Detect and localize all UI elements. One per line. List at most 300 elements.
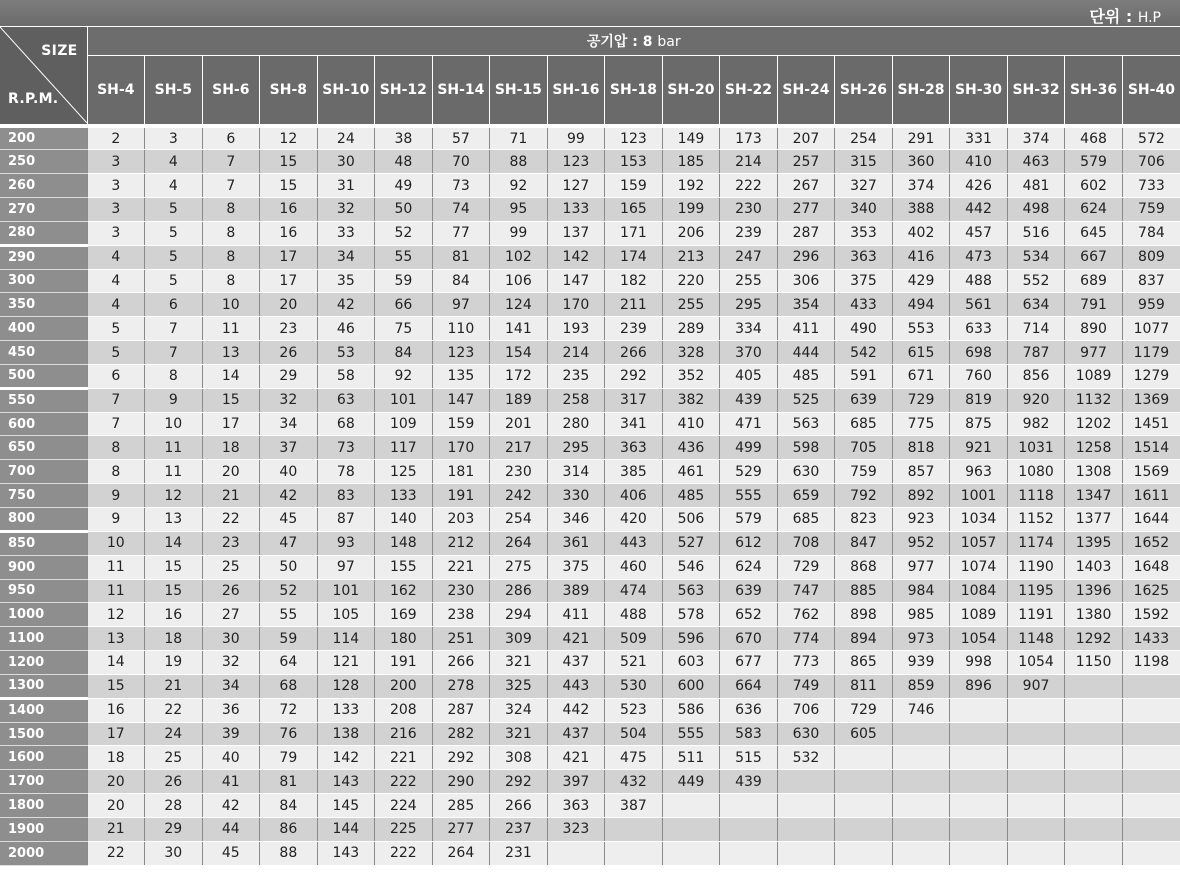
hp-value-cell: 18 (145, 627, 203, 651)
hp-value-cell: 1433 (1122, 627, 1180, 651)
hp-value-cell: 206 (662, 221, 720, 245)
hp-value-cell: 26 (260, 341, 318, 365)
hp-value-cell: 521 (605, 651, 663, 675)
hp-value-cell: 1191 (1007, 603, 1065, 627)
model-header-sh-28: SH-28 (892, 56, 950, 127)
hp-value-cell: 792 (835, 484, 893, 508)
hp-value-cell: 18 (87, 746, 145, 770)
hp-value-cell (950, 746, 1008, 770)
hp-value-cell: 5 (145, 245, 203, 269)
hp-value-cell: 671 (892, 364, 950, 388)
hp-value-cell: 759 (835, 460, 893, 484)
hp-value-cell: 327 (835, 174, 893, 198)
hp-value-cell (777, 841, 835, 865)
hp-value-cell: 706 (777, 698, 835, 722)
hp-value-cell (1065, 746, 1123, 770)
hp-value-cell: 1054 (1007, 651, 1065, 675)
hp-value-cell: 16 (145, 603, 203, 627)
hp-value-cell: 213 (662, 245, 720, 269)
hp-value-cell: 1202 (1065, 412, 1123, 436)
hp-value-cell: 685 (777, 508, 835, 532)
hp-value-cell: 809 (1122, 245, 1180, 269)
hp-value-cell: 1054 (950, 627, 1008, 651)
hp-value-cell: 402 (892, 221, 950, 245)
hp-value-cell: 591 (835, 364, 893, 388)
hp-value-cell: 1089 (950, 603, 1008, 627)
hp-value-cell: 856 (1007, 364, 1065, 388)
hp-value-cell: 8 (202, 198, 260, 222)
hp-value-cell: 55 (375, 245, 433, 269)
rpm-cell: 260 (0, 174, 87, 198)
hp-value-cell: 1148 (1007, 627, 1065, 651)
hp-value-cell: 498 (1007, 198, 1065, 222)
hp-value-cell: 977 (892, 555, 950, 579)
hp-value-cell: 714 (1007, 317, 1065, 341)
hp-value-cell: 174 (605, 245, 663, 269)
hp-value-cell: 624 (720, 555, 778, 579)
table-row (0, 674, 1180, 698)
hp-value-cell: 749 (777, 674, 835, 698)
model-header-sh-8: SH-8 (260, 56, 318, 127)
rpm-cell: 1100 (0, 627, 87, 651)
table-row (0, 293, 1180, 317)
hp-value-cell: 6 (87, 364, 145, 388)
hp-value-cell: 494 (892, 293, 950, 317)
hp-value-cell: 530 (605, 674, 663, 698)
table-row (0, 460, 1180, 484)
hp-value-cell: 442 (950, 198, 1008, 222)
hp-value-cell: 42 (202, 794, 260, 818)
hp-value-cell: 463 (1007, 150, 1065, 174)
hp-value-cell: 50 (260, 555, 318, 579)
rpm-cell: 290 (0, 245, 87, 269)
hp-value-cell: 374 (1007, 126, 1065, 150)
hp-value-cell: 1279 (1122, 364, 1180, 388)
hp-value-cell: 72 (260, 698, 318, 722)
hp-value-cell (720, 817, 778, 841)
hp-value-cell: 1034 (950, 508, 1008, 532)
hp-value-cell: 561 (950, 293, 1008, 317)
hp-value-cell: 314 (547, 460, 605, 484)
hp-value-cell: 99 (490, 221, 548, 245)
hp-value-cell: 101 (375, 388, 433, 412)
table-row (0, 841, 1180, 865)
hp-value-cell: 68 (260, 674, 318, 698)
hp-value-cell: 639 (720, 579, 778, 603)
table-row (0, 603, 1180, 627)
table-row (0, 794, 1180, 818)
table-row (0, 508, 1180, 532)
hp-value-cell: 1377 (1065, 508, 1123, 532)
table-row (0, 221, 1180, 245)
hp-value-cell: 3 (145, 126, 203, 150)
table-row (0, 126, 1180, 150)
rpm-cell: 450 (0, 341, 87, 365)
hp-value-cell: 192 (662, 174, 720, 198)
hp-value-cell: 4 (87, 269, 145, 293)
hp-value-cell: 10 (145, 412, 203, 436)
hp-value-cell: 203 (432, 508, 490, 532)
rpm-cell: 700 (0, 460, 87, 484)
hp-value-cell: 145 (317, 794, 375, 818)
hp-value-cell: 382 (662, 388, 720, 412)
hp-value-cell: 375 (547, 555, 605, 579)
model-header-sh-15: SH-15 (490, 56, 548, 127)
hp-value-cell: 10 (202, 293, 260, 317)
hp-value-cell: 34 (260, 412, 318, 436)
hp-value-cell: 387 (605, 794, 663, 818)
hp-value-cell: 328 (662, 341, 720, 365)
hp-value-cell: 147 (547, 269, 605, 293)
hp-value-cell: 16 (260, 221, 318, 245)
hp-value-cell: 7 (145, 341, 203, 365)
hp-value-cell: 15 (145, 555, 203, 579)
hp-value-cell: 437 (547, 651, 605, 675)
unit-value: H.P (1137, 10, 1161, 26)
rpm-cell: 200 (0, 126, 87, 150)
hp-value-cell: 416 (892, 245, 950, 269)
table-row (0, 746, 1180, 770)
table-row (0, 150, 1180, 174)
hp-value-cell: 128 (317, 674, 375, 698)
hp-value-cell: 117 (375, 436, 433, 460)
hp-value-cell: 30 (202, 627, 260, 651)
hp-value-cell: 759 (1122, 198, 1180, 222)
hp-value-cell: 97 (317, 555, 375, 579)
hp-value-cell: 354 (777, 293, 835, 317)
hp-value-cell: 583 (720, 722, 778, 746)
hp-value-cell: 11 (87, 579, 145, 603)
hp-value-cell: 264 (432, 841, 490, 865)
hp-value-cell: 324 (490, 698, 548, 722)
hp-value-cell: 277 (777, 198, 835, 222)
hp-value-cell: 290 (432, 770, 490, 794)
hp-value-cell: 896 (950, 674, 1008, 698)
hp-value-cell: 266 (605, 341, 663, 365)
hp-value-cell: 1569 (1122, 460, 1180, 484)
hp-value-cell: 633 (950, 317, 1008, 341)
horsepower-table (0, 27, 1180, 866)
hp-value-cell: 57 (432, 126, 490, 150)
hp-value-cell (1007, 794, 1065, 818)
hp-value-cell (892, 722, 950, 746)
hp-value-cell: 685 (835, 412, 893, 436)
table-row (0, 627, 1180, 651)
hp-value-cell: 315 (835, 150, 893, 174)
hp-value-cell: 308 (490, 746, 548, 770)
hp-value-cell: 4 (87, 245, 145, 269)
hp-value-cell: 201 (490, 412, 548, 436)
hp-value-cell: 664 (720, 674, 778, 698)
table-row (0, 388, 1180, 412)
hp-value-cell: 1451 (1122, 412, 1180, 436)
hp-value-cell: 1077 (1122, 317, 1180, 341)
hp-value-cell: 50 (375, 198, 433, 222)
hp-value-cell: 1292 (1065, 627, 1123, 651)
hp-value-cell: 121 (317, 651, 375, 675)
hp-value-cell: 74 (432, 198, 490, 222)
hp-value-cell: 433 (835, 293, 893, 317)
hp-value-cell: 148 (375, 531, 433, 555)
hp-value-cell: 624 (1065, 198, 1123, 222)
hp-value-cell: 21 (202, 484, 260, 508)
hp-value-cell: 516 (1007, 221, 1065, 245)
rpm-cell: 1800 (0, 794, 87, 818)
hp-value-cell: 24 (317, 126, 375, 150)
hp-value-cell: 1652 (1122, 531, 1180, 555)
hp-value-cell: 211 (605, 293, 663, 317)
model-header-sh-24: SH-24 (777, 56, 835, 127)
hp-value-cell: 15 (145, 579, 203, 603)
hp-value-cell: 784 (1122, 221, 1180, 245)
hp-value-cell: 222 (375, 841, 433, 865)
hp-value-cell: 442 (547, 698, 605, 722)
hp-value-cell: 140 (375, 508, 433, 532)
hp-value-cell: 12 (145, 484, 203, 508)
hp-value-cell: 106 (490, 269, 548, 293)
hp-value-cell: 44 (202, 817, 260, 841)
hp-value-cell: 133 (547, 198, 605, 222)
hp-value-cell: 17 (87, 722, 145, 746)
hp-value-cell: 511 (662, 746, 720, 770)
hp-value-cell: 76 (260, 722, 318, 746)
hp-value-cell: 102 (490, 245, 548, 269)
model-header-sh-14: SH-14 (432, 56, 490, 127)
hp-value-cell (835, 770, 893, 794)
hp-value-cell: 1031 (1007, 436, 1065, 460)
hp-value-cell: 14 (145, 531, 203, 555)
hp-value-cell: 5 (87, 341, 145, 365)
hp-value-cell: 26 (145, 770, 203, 794)
hp-value-cell: 837 (1122, 269, 1180, 293)
hp-value-cell: 1057 (950, 531, 1008, 555)
hp-value-cell: 579 (1065, 150, 1123, 174)
hp-value-cell: 334 (720, 317, 778, 341)
rpm-cell: 1400 (0, 698, 87, 722)
hp-value-cell: 920 (1007, 388, 1065, 412)
hp-value-cell: 471 (720, 412, 778, 436)
model-header-sh-32: SH-32 (1007, 56, 1065, 127)
hp-value-cell: 998 (950, 651, 1008, 675)
rpm-cell: 1700 (0, 770, 87, 794)
hp-value-cell: 468 (1065, 126, 1123, 150)
hp-value-cell: 630 (777, 722, 835, 746)
pressure-unit: bar (657, 34, 681, 50)
hp-value-cell: 385 (605, 460, 663, 484)
hp-value-cell: 605 (835, 722, 893, 746)
hp-value-cell: 133 (375, 484, 433, 508)
hp-value-cell: 363 (835, 245, 893, 269)
model-header-sh-5: SH-5 (145, 56, 203, 127)
rpm-cell: 280 (0, 221, 87, 245)
hp-value-cell: 266 (432, 651, 490, 675)
hp-value-cell: 11 (145, 460, 203, 484)
hp-value-cell (1065, 698, 1123, 722)
rpm-cell: 950 (0, 579, 87, 603)
hp-value-cell: 762 (777, 603, 835, 627)
hp-value-cell (1122, 841, 1180, 865)
hp-value-cell: 1395 (1065, 531, 1123, 555)
hp-value-cell: 523 (605, 698, 663, 722)
hp-value-cell: 411 (777, 317, 835, 341)
rpm-cell: 750 (0, 484, 87, 508)
hp-value-cell: 7 (145, 317, 203, 341)
rpm-cell: 1300 (0, 674, 87, 698)
hp-value-cell: 317 (605, 388, 663, 412)
hp-value-cell: 959 (1122, 293, 1180, 317)
hp-value-cell: 1150 (1065, 651, 1123, 675)
hp-value-cell: 586 (662, 698, 720, 722)
hp-value-cell: 598 (777, 436, 835, 460)
hp-value-cell: 84 (432, 269, 490, 293)
hp-value-cell: 634 (1007, 293, 1065, 317)
unit-bar (0, 0, 1180, 27)
hp-value-cell: 8 (87, 436, 145, 460)
hp-value-cell: 16 (260, 198, 318, 222)
air-pressure-header (87, 27, 1180, 56)
hp-value-cell: 1258 (1065, 436, 1123, 460)
hp-value-cell: 78 (317, 460, 375, 484)
hp-value-cell: 29 (260, 364, 318, 388)
hp-value-cell: 5 (87, 317, 145, 341)
diagonal-divider (0, 27, 87, 123)
hp-value-cell: 321 (490, 651, 548, 675)
hp-value-cell: 890 (1065, 317, 1123, 341)
hp-value-cell: 689 (1065, 269, 1123, 293)
hp-value-cell: 83 (317, 484, 375, 508)
hp-value-cell: 1369 (1122, 388, 1180, 412)
hp-value-cell: 667 (1065, 245, 1123, 269)
hp-value-cell (950, 770, 1008, 794)
hp-value-cell: 985 (892, 603, 950, 627)
table-body (0, 126, 1180, 865)
hp-value-cell: 287 (777, 221, 835, 245)
hp-value-cell: 600 (662, 674, 720, 698)
hp-value-cell: 7 (202, 150, 260, 174)
hp-value-cell: 199 (662, 198, 720, 222)
hp-value-cell: 266 (490, 794, 548, 818)
hp-value-cell: 105 (317, 603, 375, 627)
hp-value-cell: 32 (202, 651, 260, 675)
hp-value-cell: 86 (260, 817, 318, 841)
hp-value-cell: 2 (87, 126, 145, 150)
hp-value-cell: 361 (547, 531, 605, 555)
hp-value-cell: 443 (605, 531, 663, 555)
hp-value-cell: 71 (490, 126, 548, 150)
hp-value-cell (720, 841, 778, 865)
hp-value-cell: 20 (87, 794, 145, 818)
hp-value-cell: 1118 (1007, 484, 1065, 508)
hp-value-cell: 406 (605, 484, 663, 508)
model-header-sh-20: SH-20 (662, 56, 720, 127)
model-header-sh-4: SH-4 (87, 56, 145, 127)
hp-value-cell (605, 817, 663, 841)
hp-value-cell: 280 (547, 412, 605, 436)
hp-value-cell: 34 (317, 245, 375, 269)
hp-value-cell: 421 (547, 627, 605, 651)
hp-value-cell: 525 (777, 388, 835, 412)
hp-value-cell: 285 (432, 794, 490, 818)
hp-value-cell (1122, 770, 1180, 794)
hp-value-cell (1122, 722, 1180, 746)
hp-value-cell: 677 (720, 651, 778, 675)
hp-value-cell (1065, 841, 1123, 865)
hp-value-cell: 25 (145, 746, 203, 770)
rpm-cell: 1500 (0, 722, 87, 746)
hp-value-cell: 38 (375, 126, 433, 150)
hp-value-cell: 28 (145, 794, 203, 818)
rpm-cell: 850 (0, 531, 87, 555)
hp-value-cell: 1625 (1122, 579, 1180, 603)
model-header-sh-12: SH-12 (375, 56, 433, 127)
hp-value-cell: 278 (432, 674, 490, 698)
hp-value-cell: 159 (605, 174, 663, 198)
rpm-cell: 500 (0, 364, 87, 388)
hp-value-cell: 97 (432, 293, 490, 317)
hp-value-cell: 659 (777, 484, 835, 508)
hp-value-cell: 124 (490, 293, 548, 317)
hp-value-cell: 225 (375, 817, 433, 841)
rpm-cell: 650 (0, 436, 87, 460)
hp-value-cell: 153 (605, 150, 663, 174)
hp-value-cell: 7 (202, 174, 260, 198)
hp-value-cell: 277 (432, 817, 490, 841)
hp-value-cell (835, 817, 893, 841)
hp-value-cell: 221 (432, 555, 490, 579)
hp-value-cell: 63 (317, 388, 375, 412)
hp-value-cell: 11 (87, 555, 145, 579)
hp-value-cell: 397 (547, 770, 605, 794)
hp-value-cell: 360 (892, 150, 950, 174)
hp-value-cell (662, 794, 720, 818)
hp-value-cell (777, 770, 835, 794)
hp-value-cell: 473 (950, 245, 1008, 269)
hp-value-cell: 42 (317, 293, 375, 317)
hp-value-cell: 21 (145, 674, 203, 698)
hp-value-cell: 294 (490, 603, 548, 627)
hp-value-cell: 13 (145, 508, 203, 532)
rpm-cell: 400 (0, 317, 87, 341)
hp-value-cell: 509 (605, 627, 663, 651)
hp-value-cell: 13 (202, 341, 260, 365)
hp-value-cell: 52 (375, 221, 433, 245)
hp-value-cell: 3 (87, 150, 145, 174)
hp-value-cell: 21 (87, 817, 145, 841)
hp-value-cell: 254 (835, 126, 893, 150)
hp-value-cell: 652 (720, 603, 778, 627)
hp-value-cell: 485 (777, 364, 835, 388)
hp-value-cell: 25 (202, 555, 260, 579)
hp-value-cell: 55 (260, 603, 318, 627)
hp-value-cell: 53 (317, 341, 375, 365)
rpm-cell: 900 (0, 555, 87, 579)
hp-value-cell: 579 (720, 508, 778, 532)
hp-value-cell: 885 (835, 579, 893, 603)
hp-value-cell: 325 (490, 674, 548, 698)
hp-value-cell: 7 (87, 388, 145, 412)
hp-value-cell: 32 (260, 388, 318, 412)
hp-value-cell: 193 (547, 317, 605, 341)
hp-value-cell: 370 (720, 341, 778, 365)
hp-value-cell: 20 (202, 460, 260, 484)
hp-value-cell (835, 841, 893, 865)
hp-value-cell: 127 (547, 174, 605, 198)
hp-value-cell: 14 (202, 364, 260, 388)
hp-value-cell: 287 (432, 698, 490, 722)
size-label: SIZE (41, 43, 78, 59)
rpm-cell: 2000 (0, 841, 87, 865)
hp-value-cell: 251 (432, 627, 490, 651)
